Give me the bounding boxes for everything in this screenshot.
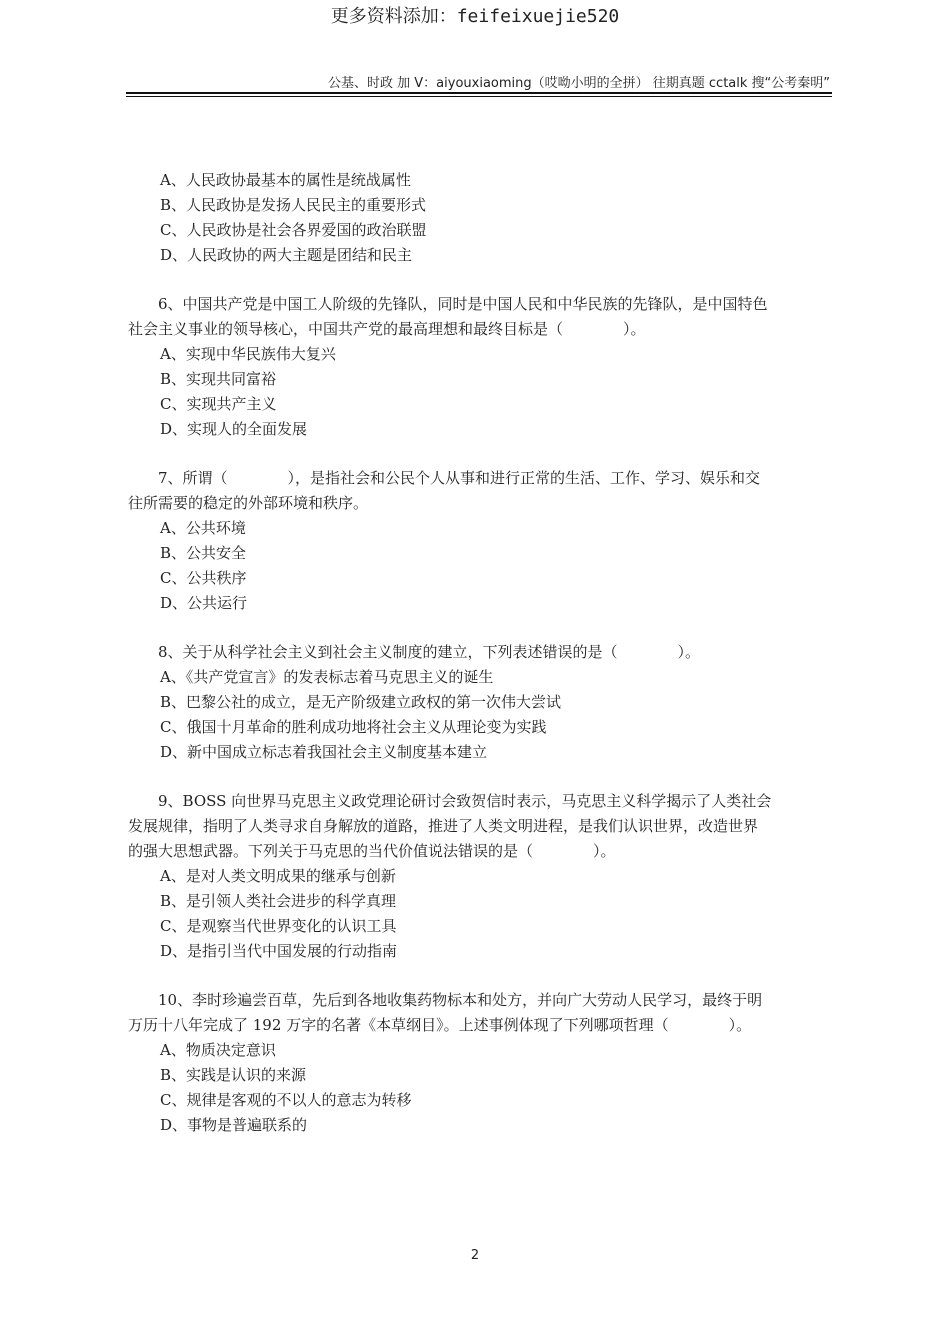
option: B、实践是认识的来源: [160, 1066, 307, 1084]
option: B、人民政协是发扬人民民主的重要形式: [160, 196, 427, 214]
option: D、人民政协的两大主题是团结和民主: [160, 246, 413, 264]
question-6: [128, 292, 832, 442]
question-9: [128, 789, 832, 964]
question-stem: 10、李时珍遍尝百草，先后到各地收集药物标本和处方，并向广大劳动人民学习，最终于明: [158, 991, 763, 1009]
option: B、巴黎公社的成立，是无产阶级建立政权的第一次伟大尝试: [160, 693, 562, 711]
option: D、新中国成立标志着我国社会主义制度基本建立: [160, 743, 488, 761]
option: C、人民政协是社会各界爱国的政治联盟: [160, 221, 427, 239]
option: C、俄国十月革命的胜利成功地将社会主义从理论变为实践: [160, 718, 547, 736]
question-7: [128, 466, 832, 616]
question-stem: 7、所谓（ ），是指社会和公民个人从事和进行正常的生活、工作、学习、娱乐和交: [158, 469, 761, 487]
header-rule-thin: [126, 96, 832, 97]
option: D、事物是普遍联系的: [160, 1116, 308, 1134]
question-stem: 往所需要的稳定的外部环境和秩序。: [128, 494, 369, 512]
page-number: 2: [470, 1248, 480, 1263]
question-10: [128, 988, 832, 1138]
carryover-options: [128, 168, 832, 268]
option: A、是对人类文明成果的继承与创新: [160, 867, 396, 885]
option: B、是引领人类社会进步的科学真理: [160, 892, 397, 910]
option: B、实现共同富裕: [160, 370, 277, 388]
option: A、实现中华民族伟大复兴: [160, 345, 336, 363]
question-stem: 发展规律，指明了人类寻求自身解放的道路，推进了人类文明进程，是我们认识世界，改造世界: [128, 817, 759, 835]
option: A、人民政协最基本的属性是统战属性: [160, 171, 411, 189]
option: D、是指引当代中国发展的行动指南: [160, 942, 398, 960]
document-body: [128, 168, 832, 1162]
option: D、公共运行: [160, 594, 248, 612]
option: C、公共秩序: [160, 569, 247, 587]
option: A、《共产党宣言》的发表标志着马克思主义的诞生: [160, 668, 494, 686]
question-stem: 6、中国共产党是中国工人阶级的先锋队，同时是中国人民和中华民族的先锋队，是中国特色: [158, 295, 768, 313]
question-8: [128, 640, 832, 765]
option: A、物质决定意识: [160, 1041, 276, 1059]
option: C、规律是客观的不以人的意志为转移: [160, 1091, 412, 1109]
question-stem: 9、BOSS 向世界马克思主义政党理论研讨会致贺信时表示，马克思主义科学揭示了人类社会: [158, 792, 772, 810]
question-stem: 社会主义事业的领导核心，中国共产党的最高理想和最终目标是（ ）。: [128, 320, 646, 338]
option: C、实现共产主义: [160, 395, 277, 413]
option: D、实现人的全面发展: [160, 420, 308, 438]
page-header: 公基、时政 加 V：aiyouxiaoming（哎呦小明的全拼） 往期真题 cctalk 搜“公考秦明”: [328, 76, 830, 91]
header-rule-thick: [126, 92, 832, 94]
option: B、公共安全: [160, 544, 247, 562]
top-banner: 更多资料添加：feifeixuejie520: [330, 6, 620, 27]
question-stem: 的强大思想武器。下列关于马克思的当代价值说法错误的是（ ）。: [128, 842, 616, 860]
question-stem: 8、关于从科学社会主义到社会主义制度的建立，下列表述错误的是（ ）。: [158, 643, 701, 661]
option: C、是观察当代世界变化的认识工具: [160, 917, 397, 935]
option: A、公共环境: [160, 519, 246, 537]
question-stem: 万历十八年完成了 192 万字的名著《本草纲目》。上述事例体现了下列哪项哲理（ ）。: [128, 1016, 752, 1034]
